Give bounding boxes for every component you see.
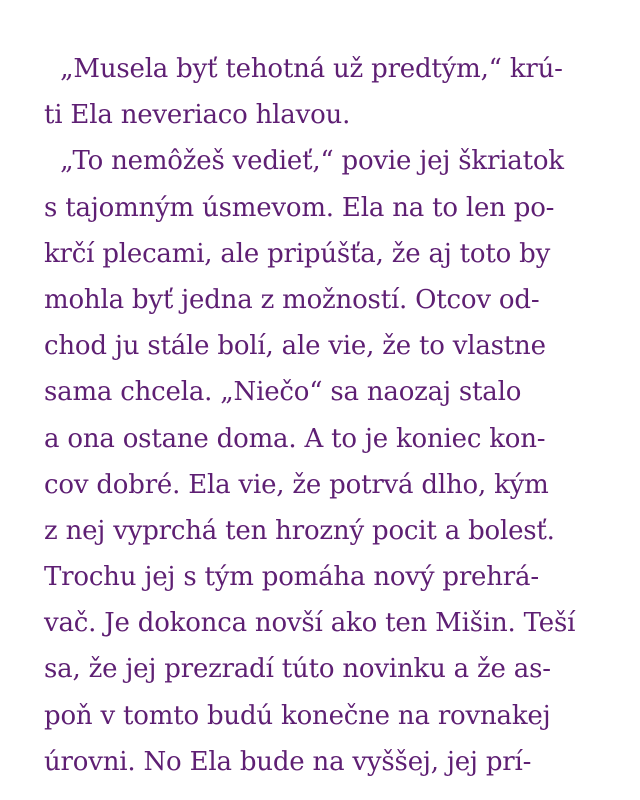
text-line: „Musela byť tehotná už predtým,“ krú-: [44, 54, 563, 84]
text-line: a ona ostane doma. A to je koniec kon-: [44, 423, 546, 454]
text-line: sa, že jej prezradí túto novinku a že as-: [44, 654, 551, 685]
text-line: úrovni. No Ela bude na vyššej, jej prí-: [44, 746, 532, 777]
text-line: s tajomným úsmevom. Ela na to len po-: [44, 192, 555, 223]
text-line: z nej vyprchá ten hrozný pocit a bolesť.: [44, 515, 555, 546]
text-line: krčí plecami, ale pripúšťa, že aj toto by: [44, 238, 551, 269]
text-line: chod ju stále bolí, ale vie, že to vlastne: [44, 331, 546, 362]
text-line: Trochu jej s tým pomáha nový prehrá-: [44, 562, 539, 593]
text-line: sama chcela. „Niečo“ sa naozaj stalo: [44, 377, 522, 408]
text-line: poň v tomto budú konečne na rovnakej: [44, 700, 551, 731]
text-line: vač. Je dokonca novší ako ten Mišin. Teší: [44, 608, 576, 639]
text-line: mohla byť jedna z možností. Otcov od-: [44, 284, 540, 315]
text-line: „To nemôžeš vedieť,“ povie jej škriatok: [44, 146, 564, 177]
text-line: cov dobré. Ela vie, že potrvá dlho, kým: [44, 469, 549, 500]
text-line: ti Ela neveriaco hlavou.: [44, 100, 351, 131]
body-text: [44, 46, 604, 785]
